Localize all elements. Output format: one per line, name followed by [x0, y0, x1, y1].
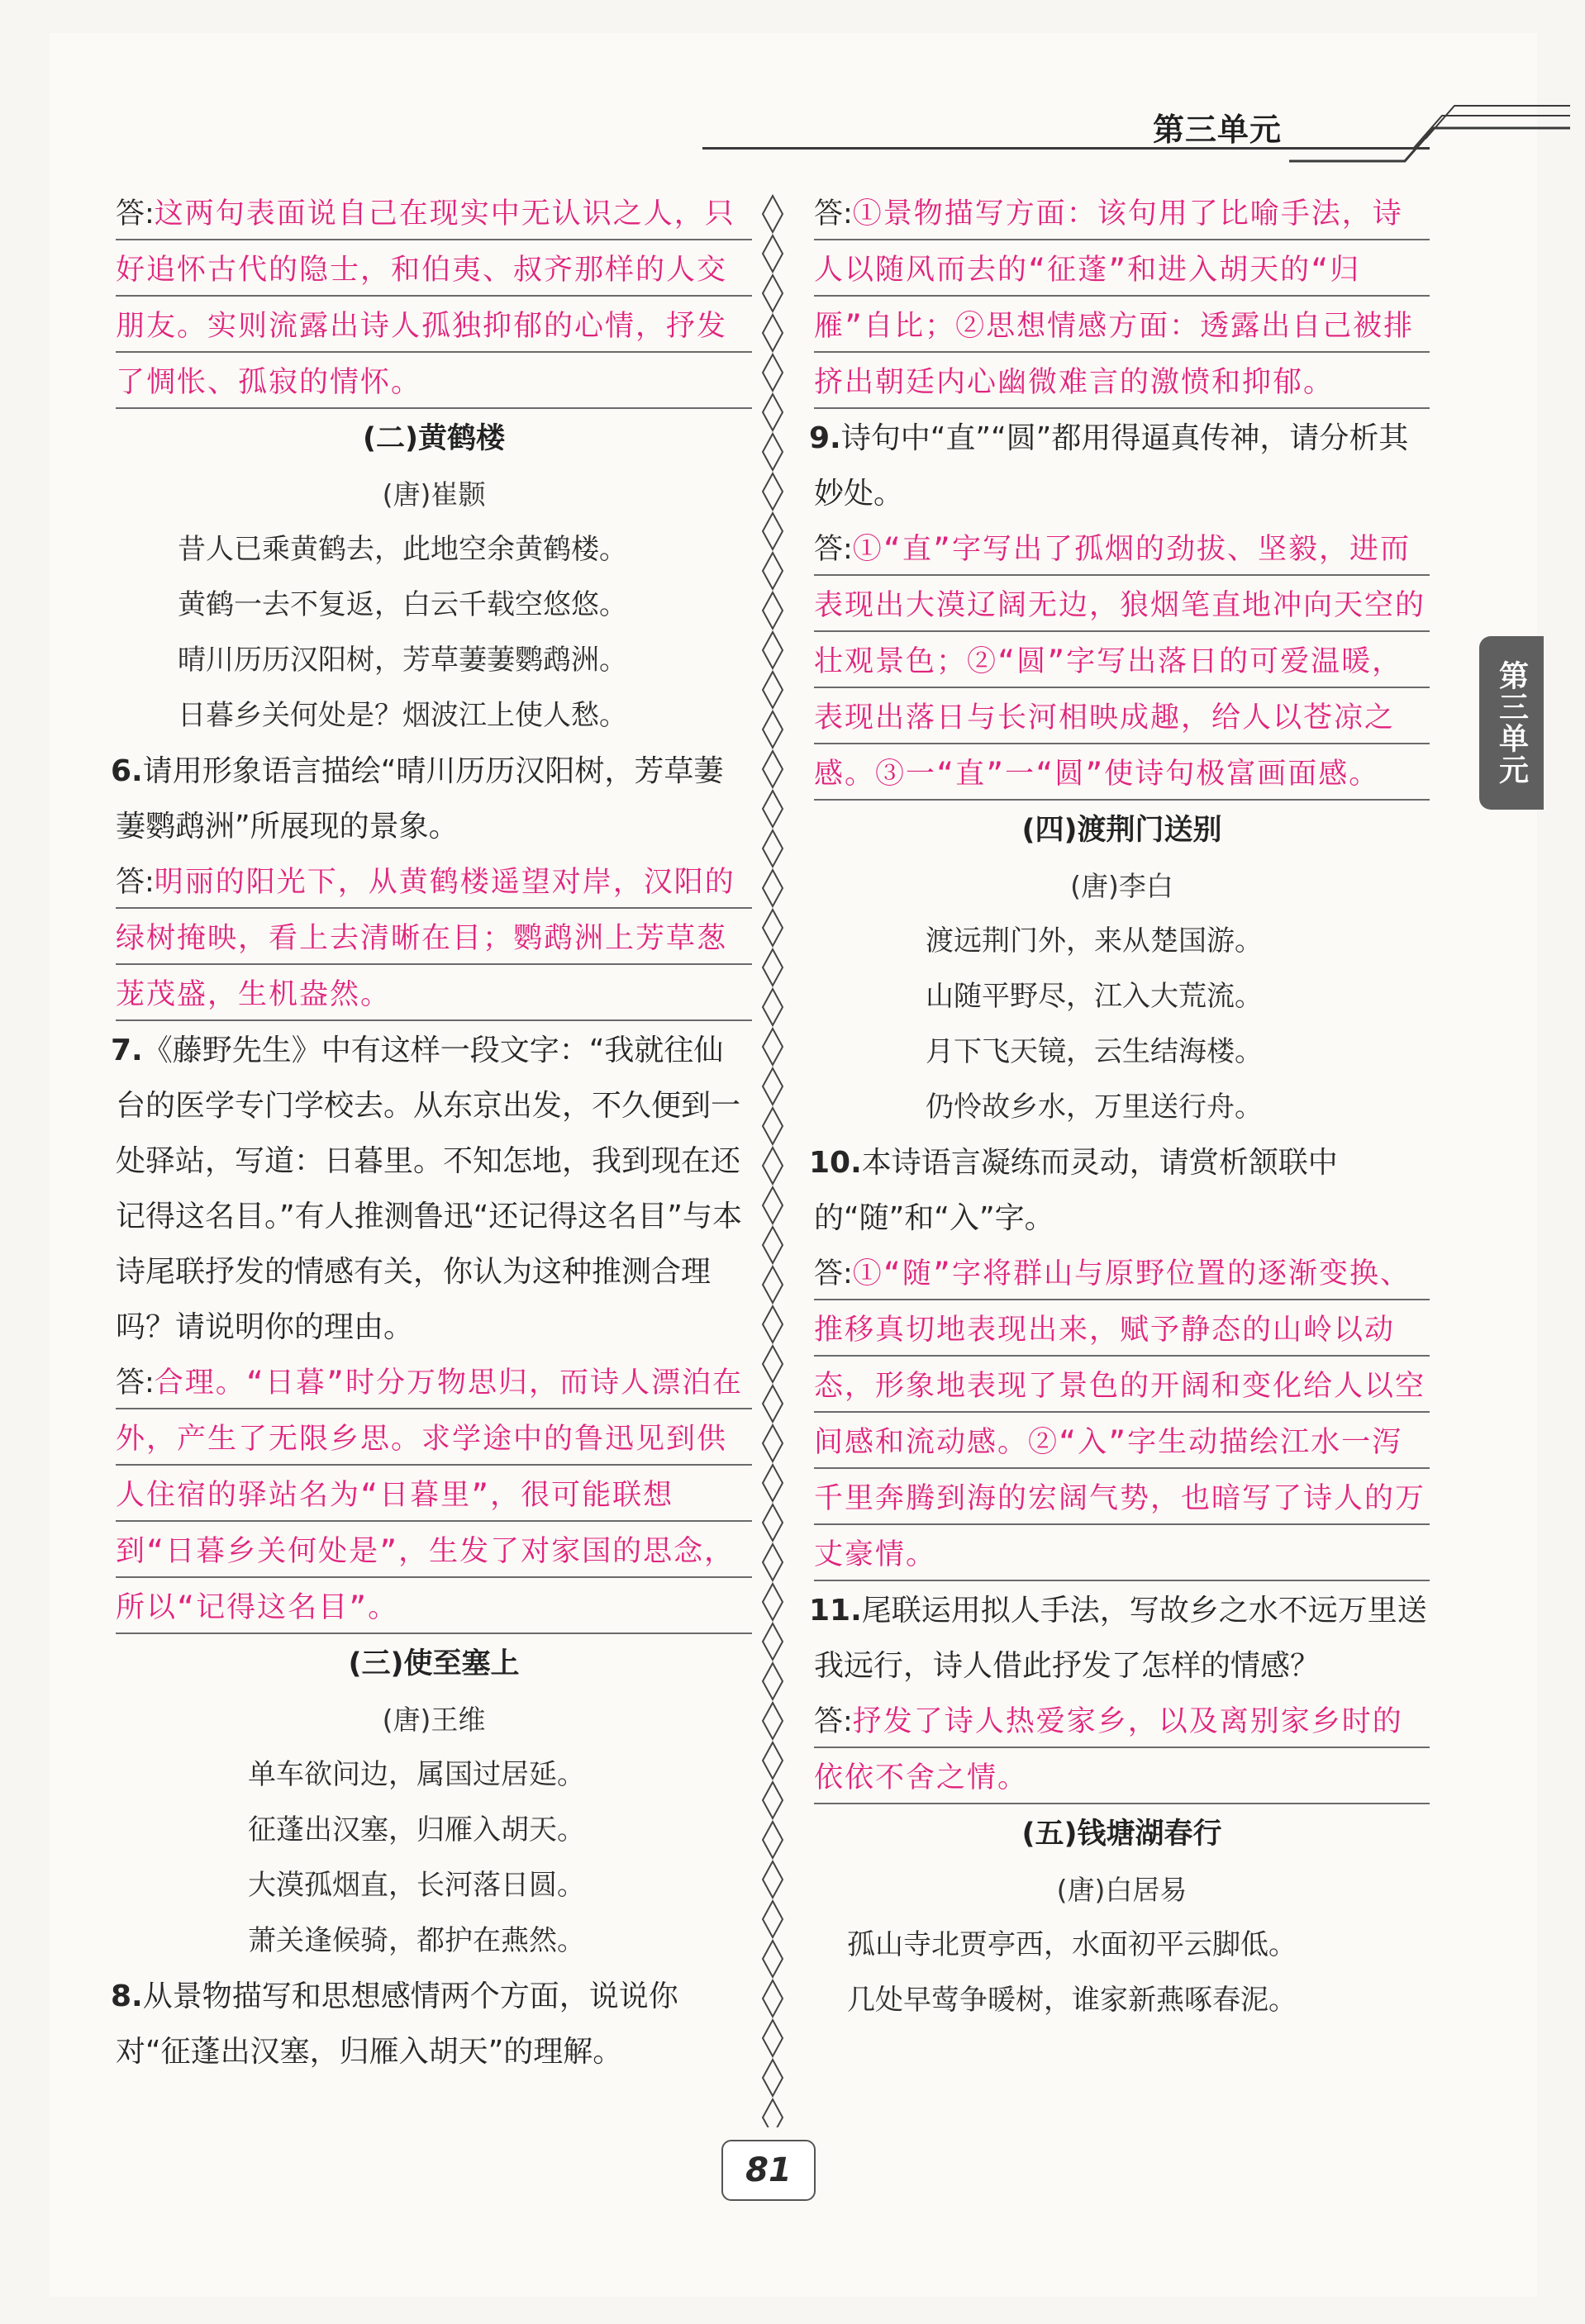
answer-11-text: 抒发了诗人热爱家乡，以及离别家乡时的依依不舍之情。: [814, 1705, 1403, 1794]
page-number: 81: [721, 2140, 816, 2201]
answer-8: 答:①景物描写方面：该句用了比喻手法，诗人以随风而去的“征蓬”和进入胡天的“归雁”自比；②思想情感方面：透露出自己被排挤出朝廷内心幽微难言的激愤和抑郁。: [814, 186, 1430, 411]
answer-6-text: 明丽的阳光下，从黄鹤楼遥望对岸，汉阳的绿树掩映，看上去清晰在目；鹦鹉洲上芳草葱茏茂盛，生机盎然。: [116, 866, 735, 1011]
answer-5-text: 这两句表面说自己在现实中无认识之人，只好追怀古代的隐士，和伯夷、叔齐那样的人交朋友。实则流露出诗人孤独抑郁的心情，抒发了惆怅、孤寂的情怀。: [116, 197, 735, 399]
poem-line: 渡远荆门外，来从楚国游。: [926, 924, 1263, 958]
question-10-text: 本诗语言凝练而灵动，请赏析颔联中的“随”和“入”字。: [814, 1146, 1338, 1235]
column-divider: [759, 194, 787, 2127]
header-decoration: [1289, 83, 1570, 165]
poem-2-body: [116, 522, 752, 744]
question-6-text: 请用形象语言描绘“晴川历历汉阳树，芳草萋萋鹦鹉洲”所展现的景象。: [116, 754, 724, 844]
poem-line: 孤山寺北贾亭西，水面初平云脚低。: [847, 1928, 1297, 1961]
poem-3-body: [116, 1747, 752, 1969]
question-11-text: 尾联运用拟人手法，写故乡之水不远万里送我远行，诗人借此抒发了怎样的情感？: [814, 1594, 1427, 1683]
poem-line: 单车欲问边，属国过居延。: [248, 1758, 585, 1791]
question-9: 9.诗句中“直”“圆”都用得逼真传神，请分析其妙处。: [809, 421, 1409, 511]
answer-5: 答:这两句表面说自己在现实中无认识之人，只好追怀古代的隐士，和伯夷、叔齐那样的人交朋友。实则流露出诗人孤独抑郁的心情，抒发了惆怅、孤寂的情怀。: [116, 186, 752, 411]
answer-7: 答:合理。“日暮”时分万物思归，而诗人漂泊在外，产生了无限乡思。求学途中的鲁迅见到供人住宿的驿站名为“日暮里”，很可能联想到“日暮乡关何处是”，生发了对家国的思念，所以“记得这名目”。: [116, 1355, 752, 1636]
question-8: 8.从景物描写和思想感情两个方面，说说你对“征蓬出汉塞，归雁入胡天”的理解。: [111, 1979, 678, 2069]
poem-2-title: (二)黄鹤楼: [363, 422, 505, 455]
answer-11: 答:抒发了诗人热爱家乡，以及离别家乡时的依依不舍之情。: [814, 1694, 1430, 1806]
question-10: 10.本诗语言凝练而灵动，请赏析颔联中的“随”和“入”字。: [809, 1146, 1338, 1235]
question-9-text: 诗句中“直”“圆”都用得逼真传神，请分析其妙处。: [814, 421, 1409, 511]
poem-line: 大漠孤烟直，长河落日圆。: [248, 1869, 585, 1902]
side-unit-tab: [1479, 636, 1544, 810]
unit-title: 第三单元: [1153, 112, 1283, 148]
poem-line: 月下飞天镜，云生结海楼。: [926, 1035, 1263, 1068]
poem-4-title: (四)渡荆门送别: [1021, 814, 1222, 847]
answer-10-text: ①“随”字将群山与原野位置的逐渐变换、推移真切地表现出来，赋予静态的山岭以动态，形象地表现了景色的开阔和变化给人以空间感和流动感。②“入”字生动描绘江水一泻千里奔腾到海的宏阔气势，也暗写了诗人的万丈豪情。: [814, 1257, 1426, 1571]
poem-line: 昔人已乘黄鹤去，此地空余黄鹤楼。: [178, 533, 627, 566]
question-6: 6.请用形象语言描绘“晴川历历汉阳树，芳草萋萋鹦鹉洲”所展现的景象。: [111, 754, 724, 844]
question-11: 11.尾联运用拟人手法，写故乡之水不远万里送我远行，诗人借此抒发了怎样的情感？: [809, 1594, 1427, 1683]
poem-line: 征蓬出汉塞，归雁入胡天。: [248, 1813, 585, 1846]
answer-9: 答:①“直”字写出了孤烟的劲拔、坚毅，进而表现出大漠辽阔无边，狼烟笔直地冲向天空的壮观景色；②“圆”字写出落日的可爱温暖，表现出落日与长河相映成趣，给人以苍凉之感。③一“直”一“圆”使诗句极富画面感。: [814, 521, 1430, 802]
poem-5-author: (唐)白居易: [1056, 1874, 1188, 1906]
poem-3-author: (唐)王维: [382, 1704, 486, 1736]
poem-4-author: (唐)李白: [1070, 870, 1173, 902]
answer-8-text: ①景物描写方面：该句用了比喻手法，诗人以随风而去的“征蓬”和进入胡天的“归雁”自比；②思想情感方面：透露出自己被排挤出朝廷内心幽微难言的激愤和抑郁。: [814, 197, 1415, 399]
poem-line: 山随平野尽，江入大荒流。: [926, 980, 1263, 1013]
header-rule: [702, 147, 1430, 150]
left-column: [111, 186, 752, 2079]
poem-4-body: [814, 914, 1430, 1135]
poem-2-author: (唐)崔颢: [382, 478, 486, 511]
question-7: 7.《藤野先生》中有这样一段文字：“我就往仙台的医学专门学校去。从东京出发，不久便到一处驿站，写道：日暮里。不知怎地，我到现在还记得这名目。”有人推测鲁迅“还记得这名目”与本诗尾联抒发的情感有关，你认为这种推测合理吗？请说明你的理由。: [111, 1034, 742, 1344]
question-8-text: 从景物描写和思想感情两个方面，说说你对“征蓬出汉塞，归雁入胡天”的理解。: [116, 1979, 678, 2069]
poem-5-title: (五)钱塘湖春行: [1021, 1818, 1222, 1851]
answer-9-text: ①“直”字写出了孤烟的劲拔、坚毅，进而表现出大漠辽阔无边，狼烟笔直地冲向天空的壮观景色；②“圆”字写出落日的可爱温暖，表现出落日与长河相映成趣，给人以苍凉之感。③一“直”一“圆”使诗句极富画面感。: [814, 533, 1426, 791]
poem-line: 日暮乡关何处是？烟波江上使人愁。: [178, 699, 627, 732]
answer-6: 答:明丽的阳光下，从黄鹤楼遥望对岸，汉阳的绿树掩映，看上去清晰在目；鹦鹉洲上芳草葱茏茂盛，生机盎然。: [116, 854, 752, 1023]
poem-line: 几处早莺争暖树，谁家新燕啄春泥。: [847, 1984, 1297, 2017]
poem-line: 晴川历历汉阳树，芳草萋萋鹦鹉洲。: [178, 644, 627, 677]
side-tab-label: 第三单元: [1494, 660, 1529, 786]
poem-3-title: (三)使至塞上: [348, 1647, 520, 1680]
poem-line: 黄鹤一去不复返，白云千载空悠悠。: [178, 588, 627, 621]
poem-line: 仍怜故乡水，万里送行舟。: [926, 1091, 1263, 1124]
answer-7-text: 合理。“日暮”时分万物思归，而诗人漂泊在外，产生了无限乡思。求学途中的鲁迅见到供人住宿的驿站名为“日暮里”，很可能联想到“日暮乡关何处是”，生发了对家国的思念，所以“记得这名目”。: [116, 1366, 743, 1624]
poem-5-body: [814, 1918, 1430, 2028]
poem-line: 萧关逢候骑，都护在燕然。: [248, 1924, 585, 1957]
question-7-text: 《藤野先生》中有这样一段文字：“我就往仙台的医学专门学校去。从东京出发，不久便到一处驿站，写道：日暮里。不知怎地，我到现在还记得这名目。”有人推测鲁迅“还记得这名目”与本诗尾联抒发的情感有关，你认为这种推测合理吗？请说明你的理由。: [116, 1034, 742, 1344]
right-column: [809, 186, 1430, 2028]
answer-10: 答:①“随”字将群山与原野位置的逐渐变换、推移真切地表现出来，赋予静态的山岭以动态，形象地表现了景色的开阔和变化给人以空间感和流动感。②“入”字生动描绘江水一泻千里奔腾到海的宏阔气势，也暗写了诗人的万丈豪情。: [814, 1246, 1430, 1583]
